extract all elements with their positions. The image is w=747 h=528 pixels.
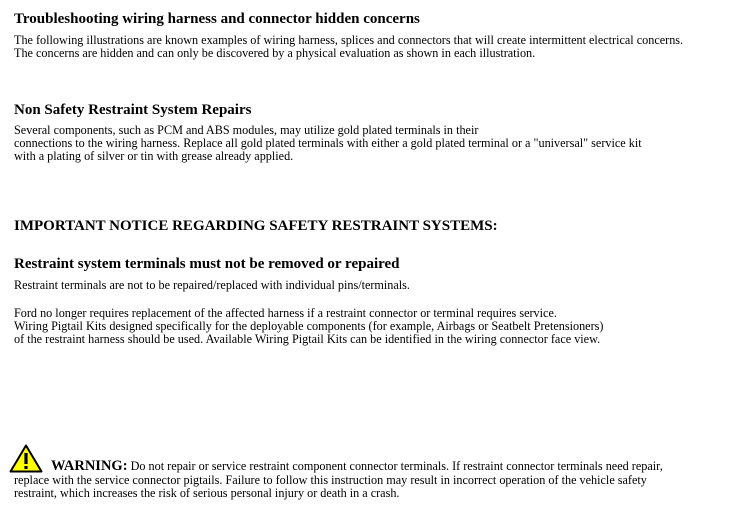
paragraph-line: Wiring Pigtail Kits designed specifically for the deployable components (for example, Airbags or Seatbelt Pretensioners)	[14, 319, 604, 333]
paragraph-non-safety-repairs	[14, 124, 642, 163]
section-heading-restraint-terminals: Restraint system terminals must not be removed or repaired	[14, 256, 400, 272]
paragraph-pigtail-kits	[14, 307, 603, 346]
paragraph-line: Several components, such as PCM and ABS modules, may utilize gold plated terminals in their	[14, 123, 479, 137]
important-notice-heading: IMPORTANT NOTICE REGARDING SAFETY RESTRAINT SYSTEMS:	[14, 218, 498, 234]
paragraph-line: with a plating of silver or tin with grease already applied.	[14, 149, 294, 163]
paragraph-troubleshooting	[14, 34, 683, 60]
paragraph-restraint-terminals	[14, 279, 410, 292]
paragraph-line: The concerns are hidden and can only be discovered by a physical evaluation as shown in each illustration.	[14, 46, 536, 60]
warning-label: WARNING:	[51, 458, 128, 474]
paragraph-line: connections to the wiring harness. Replace all gold plated terminals with either a gold plated terminal or a "universal" service kit	[14, 136, 642, 150]
paragraph-line: of the restraint harness should be used. Available Wiring Pigtail Kits can be identified in the wiring connector face view.	[14, 332, 601, 346]
warning-text: Do not repair or service restraint component connector terminals. If restraint connector terminals need repair,	[127, 459, 663, 473]
section-heading-troubleshooting: Troubleshooting wiring harness and connector hidden concerns	[14, 11, 420, 27]
paragraph-line: Ford no longer requires replacement of the affected harness if a restraint connector or terminal requires service.	[14, 306, 557, 320]
warning-first-line	[51, 460, 663, 473]
warning-continuation	[14, 474, 647, 500]
warning-line: replace with the service connector pigtails. Failure to follow this instruction may result in incorrect operation of the vehicle safety	[14, 473, 647, 487]
paragraph-line: Restraint terminals are not to be repaired/replaced with individual pins/terminals.	[14, 278, 410, 292]
warning-triangle-icon	[9, 444, 43, 473]
section-heading-non-safety-repairs: Non Safety Restraint System Repairs	[14, 102, 252, 118]
paragraph-line: The following illustrations are known examples of wiring harness, splices and connectors that will create intermittent electrical concerns.	[14, 33, 684, 47]
warning-line: restraint, which increases the risk of serious personal injury or death in a crash.	[14, 486, 400, 500]
